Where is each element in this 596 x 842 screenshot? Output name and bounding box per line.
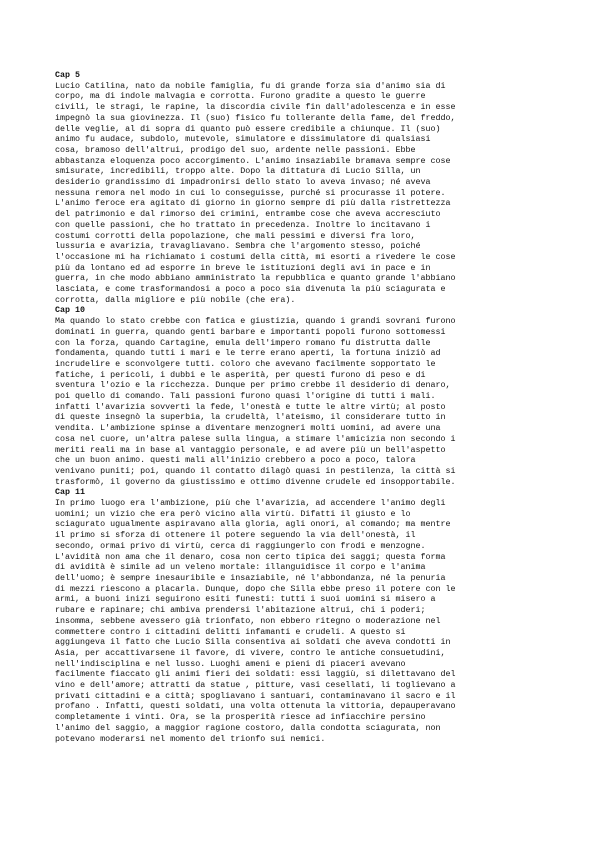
document-page [55,70,555,744]
chapter-heading: Cap 11 [55,487,86,498]
chapter-text: Lucio Catilina, nato da nobile famiglia, fu di grande forza sia d'animo sia di corpo, ma di indole malvagia e corrotta. Furono gradite a questo le guerre civili, le stragi, le rapine, la discordia civile fin dall'adolescenza e in esse impegnò la sua giovinezza. Il (suo) fisico fu tollerante della fame, del freddo, delle veglie, al di sopra di quanto può essere credibile a chiunque. Il (suo) animo fu audace, subdolo, mutevole, simulatore e dissimulatore di qualsiasi cosa, bramoso dell'altrui, prodigo del suo, ardente nelle passioni. Ebbe abbastanza eloquenza poco accorgimento. L'animo insaziabile bramava sempre cose smisurate, incredibili, troppo alte. Dopo la dittatura di Lucio Silla, un desiderio grandissimo di impadronirsi dello stato lo aveva invaso; né aveva nessuna remora nel modo in cui lo conseguisse, purché si procurasse il potere. L'animo feroce era agitato di giorno in giorno sempre di più dalla ristrettezza del patrimonio e dal rimorso dei crimini, entrambe cose che aveva accresciuto con quelle passioni, che ho trattato in precedenza. Inoltre lo incitavano i costumi corrotti della popolazione, che mali pessimi e diversi fra loro, lussuria e avarizia, travagliavano. Sembra che l'argomento stesso, poiché l'occasione mi ha richiamato i costumi della città, mi esorti a rivedere le cose più da lontano ed ad esporre in breve le istituzioni degli avi in pace e in guerra, in che modo abbiano amministrato la repubblica e quanto grande l'abbiano lasciata, e come trasformandosi a poco a poco sia divenuta la più sciagurata e corrotta, dalla migliore e più nobile (che era). [55,80,456,305]
chapter-text: Ma quando lo stato crebbe con fatica e giustizia, quando i grandi sovrani furono dominati in guerra, quando genti barbare e importanti popoli furono sottomessi con la forza, quando Cartagine, emula dell'impero romano fu distrutta dalle fondamenta, quando tutti i mari e le terre erano aperti, la fortuna iniziò ad incrudelire e sconvolgere tutti. coloro che avevano facilmente sopportato le fatiche, i pericoli, i dubbi e le asperità, per questi furono di peso e di sventura l'ozio e la ricchezza. Dunque per primo crebbe il desiderio di denaro, poi quello di comando. Tali passioni furono quasi l'origine di tutti i mali. infatti l'avarizia sovvertì la fede, l'onestà e tutte le altre virtù; al posto di queste insegnò la superbia, la crudeltà, l'ateismo, il considerare tutto in vendita. L'ambizione spinse a diventare menzogneri molti uomini, ad avere una cosa nel cuore, un'altra palese sulla lingua, a stimare l'amicizia non secondo i meriti reali ma in base al vantaggio personale, e ad avere più un bell'aspetto che un buon animo. questi mali all'inizio crebbero a poco a poco, talora venivano puniti; poi, quando il contatto dilagò quasi in pestilenza, la città si trasformò, il governo da giustissimo e ottimo divenne crudele ed insopportabile. [55,316,456,487]
chapter-text: In primo luogo era l'ambizione, più che l'avarizia, ad accendere l'animo degli uomini; un vizio che era però vicino alla virtù. Difatti il giusto e lo sciagurato ugualmente aspiravano alla gloria, agli onori, al comando; ma mentre il primo si sforza di ottenere il potere seguendo la via dell'onestà, il secondo, ormai privo di virtù, cerca di raggiungerlo con frodi e menzogne. L'avidità non ama che il denaro, cosa non certo tipica dei saggi; questa forma di avidità è simile ad un veleno mortale: illanguidisce il corpo e l'anima dell'uomo; è sempre inesauribile e insaziabile, né l'abbondanza, né la penuria di mezzi riescono a placarla. Dunque, dopo che Silla ebbe preso il potere con le armi, a buoni inizi seguirono esiti funesti: tutti i suoi uomini si misero a rubare e rapinare; chi ambiva prendersi l'abitazione altrui, chi i poderi; insomma, sebbene avessero già trionfato, non ebbero ritegno o moderazione nel commettere contro i cittadini delitti infamanti e crudeli. A questo si aggiungeva il fatto che Lucio Silla consentiva ai soldati che aveva condotti in Asia, per accattivarsene il favore, di vivere, contro le antiche consuetudini, nell'indisciplina e nel lusso. Luoghi ameni e pieni di piaceri avevano facilmente fiaccato gli animi fieri dei soldati: essi laggiù, si dilettavano del vino e dell'amore; attratti da statue , pitture, vasi cesellati, li toglievano a privati cittadini e a città; spogliavano i santuari, contaminavano il sacro e il profano . Infatti, questi soldati, una volta ottenuta la vittoria, depauperavano completamente i vinti. Ora, se la prosperità riesce ad infiacchire persino l'animo del saggio, a maggior ragione costoro, dalla condotta sciagurata, non potevano moderarsi nel momento del trionfo sui nemici. [55,498,456,744]
chapter-heading: Cap 10 [55,305,86,316]
chapter-10 [55,305,555,487]
chapter-heading: Cap 5 [55,70,81,80]
chapter-5 [55,70,555,305]
chapter-11 [55,487,555,744]
